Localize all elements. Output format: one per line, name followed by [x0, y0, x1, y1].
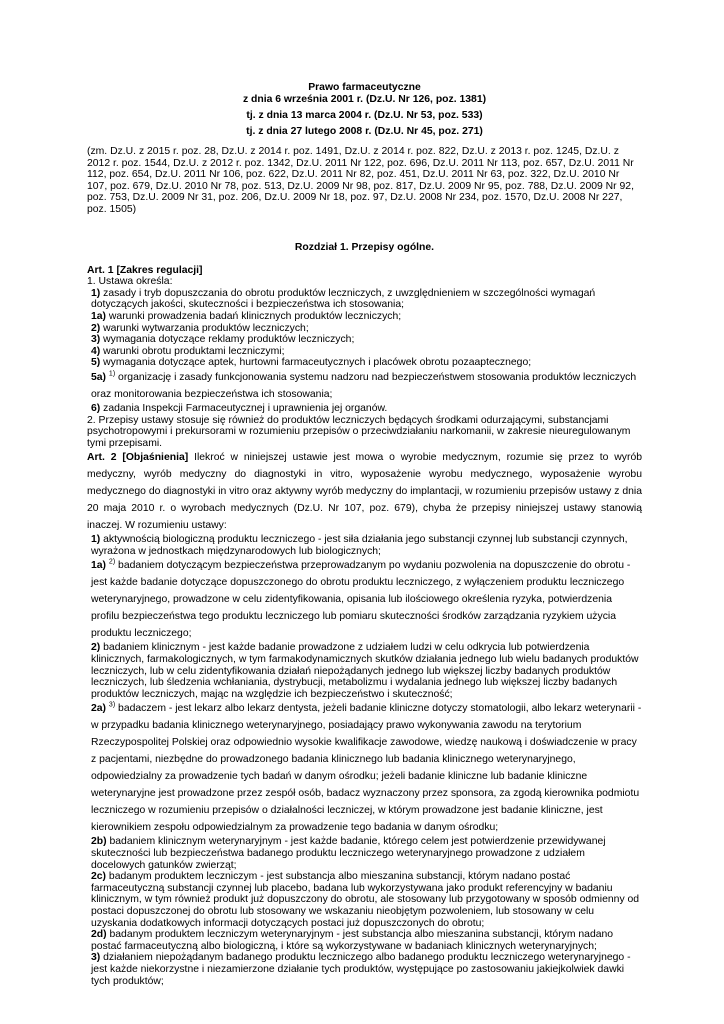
- item-text: badanym produktem leczniczym weterynaryjnym - jest substancja albo mieszanina substancji, którym nadano postać farmaceutyczną albo biologiczną, i które są wykorzystywane w badaniach klinicznych weterynaryjnych;: [91, 929, 614, 952]
- definition-2d: [87, 929, 642, 952]
- item-text: badaniem klinicznym - jest każde badanie prowadzone z udziałem ludzi w celu odkrycia lub potwierdzenia klinicznych, farmakologicznych, w tym farmakodynamicznych skutków działania jednego lub wielu badanych produktów leczniczych, lub w celu zidentyfikowania działań niepożądanych jednego lub większej liczby badanych produktów leczniczych, lub śledzenia wchłaniania, dystrybucji, metabolizmu i wydalania jednego lub większej liczby badanych produktów leczniczych, mając na względzie ich bezpieczeństwo i skuteczność;: [91, 642, 639, 700]
- definition-2c: [87, 871, 642, 929]
- item-number: 3): [91, 952, 101, 964]
- item-text: badanym produktem leczniczym - jest substancja albo mieszanina substancji, którym nadano postać farmaceutyczną substancji czynnej lub placebo, badana lub wykorzystywana jako produkt referencyjny w badaniu klinicznym, w tym również produkt już dopuszczony do obrotu, ale stosowany lub przygotowany w sposób odmienny od postaci dopuszczonej do obrotu lub stosowany we wskazaniu nieobjętym pozwoleniem, lub stosowany w celu uzyskania dodatkowych informacji dotyczących postaci już dopuszczonych do obrotu;: [91, 871, 640, 929]
- footnote-ref: 3): [108, 701, 116, 709]
- item-text: warunki obrotu produktami leczniczymi;: [103, 345, 285, 357]
- item-number: 1a): [91, 560, 107, 572]
- article-1-title: Art. 1 [Zakres regulacji]: [87, 264, 203, 276]
- item-text: organizację i zasady funkcjonowania systemu nadzoru nad bezpieczeństwem stosowania produktów leczniczych oraz monitorowania bezpieczeństwa ich stosowania;: [91, 371, 637, 400]
- item-number: 2d): [91, 929, 107, 941]
- item-number: 1): [91, 534, 101, 546]
- item-number: 1a): [91, 310, 107, 322]
- item-text: badaniem klinicznym weterynaryjnym - jest każde badanie, którego celem jest potwierdzenie przewidywanej skuteczności lub bezpieczeństwa badanego produktu leczniczego weterynaryjnego prowadzone z udziałem docelowych gatunków zwierząt;: [91, 836, 606, 871]
- item-number: 3): [91, 334, 101, 346]
- item-text: wymagania dotyczące aptek, hurtowni farmaceutycznych i placówek obrotu pozaaptecznego;: [103, 357, 532, 369]
- article-1-item: [87, 311, 642, 323]
- definition-1a: [87, 557, 642, 642]
- chapter-heading: Rozdział 1. Przepisy ogólne.: [294, 241, 435, 253]
- item-number: 5): [91, 357, 101, 369]
- item-text: zadania Inspekcji Farmaceutycznej i uprawnienia jej organów.: [103, 402, 388, 414]
- act-title: Prawo farmaceutyczne: [308, 82, 421, 93]
- item-number: 2b): [91, 836, 107, 848]
- article-1-item-6: [87, 403, 642, 415]
- article-1-item: [87, 323, 642, 335]
- item-number: 2c): [91, 871, 107, 883]
- article-2-intro-text: Ilekroć w niniejszej ustawie jest mowa o wyrobie medycznym, rozumie się przez to wyrób medyczny, wyrób medyczny do diagnostyki in vitro, wyposażenie wyrobu medycznego, wyposażenie wyrobu medycznego do diagnostyki in vitro oraz aktywny wyrób medyczny do implantacji, w rozumieniu przepisów ustawy z dnia 20 maja 2010 r. o wyrobach medycznych (Dz.U. Nr 107, poz. 679), chyba że przepisy niniejszej ustawy stanowią inaczej. W rozumieniu ustawy:: [87, 452, 643, 532]
- definition-2b: [87, 836, 642, 871]
- article-1-item: [87, 334, 642, 346]
- article-1-item: [87, 357, 642, 369]
- consolidated-text-1: tj. z dnia 13 marca 2004 r. (Dz.U. Nr 53, poz. 533): [246, 110, 483, 121]
- item-number: 2): [91, 322, 101, 334]
- definition-2a: [87, 700, 642, 836]
- document-page: [87, 82, 642, 987]
- article-2-intro: [87, 449, 642, 534]
- act-date: z dnia 6 września 2001 r. (Dz.U. Nr 126, poz. 1381): [242, 94, 487, 105]
- item-text: warunki wytwarzania produktów leczniczych;: [103, 322, 309, 334]
- item-text: zasady i tryb dopuszczania do obrotu produktów leczniczych, z uwzględnieniem w szczególności wymagań dotyczących jakości, skuteczności i bezpieczeństwa ich stosowania;: [91, 287, 596, 311]
- item-text: badaczem - jest lekarz albo lekarz dentysta, jeżeli badanie kliniczne dotyczy stomatologii, albo lekarz weterynarii - w przypadku badania klinicznego weterynaryjnego, posiadający prawo wykonywania zawodu na terytorium Rzeczypospolitej Polskiej oraz odpowiednio wysokie kwalifikacje zawodowe, wiedzę naukową i doświadczenie w pracy z pacjentami, niezbędne do prowadzonego badania klinicznego lub badania klinicznego weterynaryjnego, odpowiedzialny za prowadzenie tych badań w danym ośrodku; jeżeli badanie kliniczne lub badanie kliniczne weterynaryjne jest prowadzone przez zespół osób, badacz wyznaczony przez sponsora, za zgodą kierownika podmiotu leczniczego w rozumieniu przepisów o działalności leczniczej, w którym prowadzone jest badanie kliniczne, jest kierownikiem zespołu odpowiedzialnym za prowadzenie tego badania w danym ośrodku;: [91, 703, 642, 834]
- item-number: 5a): [91, 371, 107, 383]
- article-1-item-5a: [87, 369, 642, 403]
- item-text: wymagania dotyczące reklamy produktów leczniczych;: [103, 334, 355, 346]
- definition-1: [87, 534, 642, 557]
- footnote-ref: 1): [108, 370, 116, 378]
- item-text: działaniem niepożądanym badanego produktu leczniczego albo badanego produktu leczniczego weterynaryjnego - jest każde niekorzystne i niezamierzone działanie tych produktów, występujące po zastosowaniu jakiejkolwiek dawki tych produktów;: [91, 952, 631, 987]
- definition-3: [87, 952, 642, 987]
- article-1-items: [87, 288, 642, 369]
- article-1-item: [87, 288, 642, 311]
- item-number: 4): [91, 345, 101, 357]
- item-number: 6): [91, 402, 101, 414]
- article-1-item: [87, 346, 642, 358]
- item-text: badaniem dotyczącym bezpieczeństwa przeprowadzanym po wydaniu pozwolenia na dopuszczenie do obrotu - jest każde badanie dotyczące dopuszczonego do obrotu produktu leczniczego, z wyłączeniem produktu leczniczego weterynaryjnego, prowadzone w celu zidentyfikowania, opisania lub ilościowego określenia ryzyka, potwierdzenia profilu bezpieczeństwa tego produktu leczniczego lub pomiaru skuteczności środków zarządzania ryzykiem użycia produktu leczniczego;: [91, 560, 631, 640]
- amendments-list: (zm. Dz.U. z 2015 r. poz. 28, Dz.U. z 2014 r. poz. 1491, Dz.U. z 2014 r. poz. 822, Dz.U. z 2013 r. poz. 1245, Dz.U. z 2012 r. poz. 1544, Dz.U. z 2012 r. poz. 1342, Dz.U. 2011 Nr 122, poz. 696, Dz.U. 2011 Nr 113, poz. 657, Dz.U. 2011 Nr 112, poz. 654, Dz.U. 2011 Nr 106, poz. 622, Dz.U. 2011 Nr 82, poz. 451, Dz.U. 2011 Nr 63, poz. 322, Dz.U. 2010 Nr 107, poz. 679, Dz.U. 2010 Nr 78, poz. 513, Dz.U. 2009 Nr 98, poz. 817, Dz.U. 2009 Nr 95, poz. 788, Dz.U. 2009 Nr 92, poz. 753, Dz.U. 2009 Nr 31, poz. 206, Dz.U. 2009 Nr 18, poz. 97, Dz.U. 2008 Nr 234, poz. 1570, Dz.U. 2008 Nr 227, poz. 1505): [87, 146, 634, 215]
- item-text: aktywnością biologiczną produktu leczniczego - jest siła działania jego substancji czynnej lub substancji czynnych, wyrażona w jednostkach międzynarodowych lub biologicznych;: [91, 534, 628, 557]
- item-number: 2): [91, 642, 101, 654]
- article-1-intro: 1. Ustawa określa:: [87, 276, 173, 288]
- document-header: [87, 82, 642, 138]
- item-number: 1): [91, 287, 101, 299]
- article-2-title: Art. 2 [Objaśnienia]: [87, 452, 189, 464]
- item-number: 2a): [91, 703, 107, 715]
- consolidated-text-2: tj. z dnia 27 lutego 2008 r. (Dz.U. Nr 45, poz. 271): [246, 126, 483, 137]
- definition-2: [87, 642, 642, 700]
- footnote-ref: 2): [108, 559, 116, 566]
- item-text: warunki prowadzenia badań klinicznych produktów leczniczych;: [108, 310, 402, 322]
- article-1-paragraph-2: 2. Przepisy ustawy stosuje się również do produktów leczniczych będących środkami odurzającymi, substancjami psychotropowymi i prekursorami w rozumieniu przepisów o przeciwdziałaniu narkomanii, w zakresie nieuregulowanym tymi przepisami.: [87, 414, 631, 449]
